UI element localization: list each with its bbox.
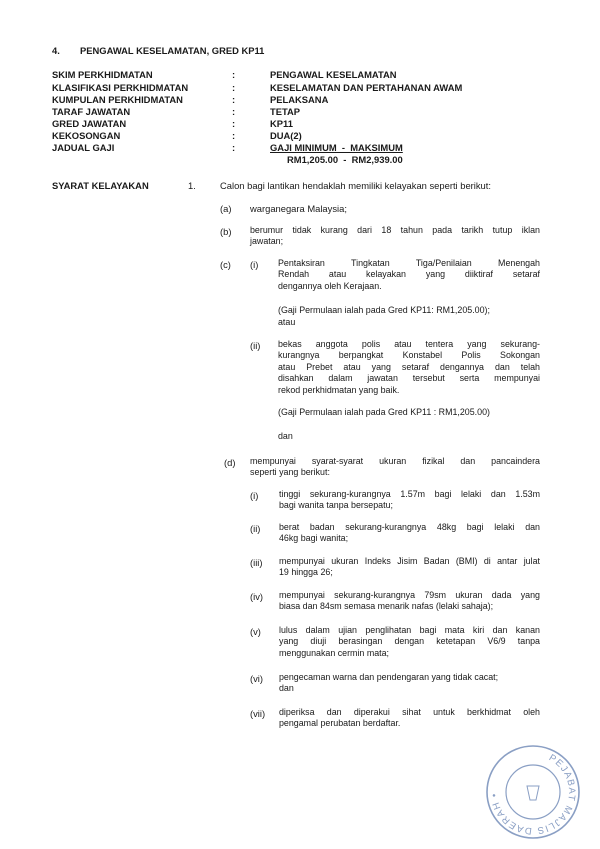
syarat-intro: Calon bagi lantikan hendaklah memiliki kelayakan seperti berikut: [220,180,491,191]
list-item-marker: (ii) [250,523,261,534]
text-line: 19 hingga 26; [279,567,333,578]
text-line: Rendah atau kelayakan yang diiktiraf setaraf [278,269,540,280]
spec-label: KUMPULAN PERKHIDMATAN [52,94,183,105]
item-a-marker: (a) [220,203,232,214]
text-line: biasa dan 84sm semasa menarik nafas (lelaki sahaja); [279,601,494,612]
spec-value: GAJI MINIMUM - MAKSIMUM [270,142,403,153]
dan-connector: dan [278,431,293,441]
spec-label: SKIM PERKHIDMATAN [52,69,153,80]
item-c-i-text [278,258,540,292]
text-line: berumur tidak kurang dari 18 tahun pada tarikh tutup iklan [250,225,540,235]
spec-value: DUA(2) [270,130,302,141]
list-item-marker: (vii) [250,708,266,719]
text-line: tinggi sekurang-kurangnya 1.57m bagi lelaki dan 1.53m [279,489,540,499]
spec-value: PELAKSANA [270,94,329,105]
text-line: dengannya oleh Kerajaan. [278,280,382,291]
text-line: seperti yang berikut: [250,467,330,478]
salary-range: RM1,205.00 - RM2,939.00 [287,154,403,165]
text-line: lulus dalam ujian penglihatan bagi mata kiri dan kanan [279,625,540,635]
item-c-marker: (c) [220,259,231,270]
list-item [279,489,540,512]
spec-colon: : [232,142,236,153]
spec-label: TARAF JAWATAN [52,106,131,117]
item-c-ii-salary-note: (Gaji Permulaan ialah pada Gred KP11 : RM1,205.00) [278,407,490,417]
list-item [279,556,540,579]
section-number: 4. [52,45,60,56]
item-c-i-marker: (i) [250,259,259,270]
list-item-marker: (v) [250,626,261,637]
text-line: pengamal perubatan berdaftar. [279,718,401,729]
item-b-text [250,225,540,248]
list-item [279,625,540,659]
spec-label: JADUAL GAJI [52,142,115,153]
text-line: jawatan; [250,236,284,247]
text-line: pengecaman warna dan pendengaran yang tidak cacat; [279,672,499,682]
list-item-marker: (iv) [250,591,264,602]
item-c-ii-text [278,339,540,396]
spec-label: KLASIFIKASI PERKHIDMATAN [52,82,189,93]
syarat-number: 1. [188,180,196,191]
text-line: kurangnya berpangkat Konstabel Polis Sokongan [278,350,540,361]
spec-colon: : [232,94,236,105]
item-a-text: warganegara Malaysia; [250,203,347,214]
text-line: mempunyai sekurang-kurangnya 79sm ukuran dada yang [279,590,540,600]
spec-value: PENGAWAL KESELAMATAN [270,69,397,80]
text-line: disahkan dalam jawatan tersebut serta mempunyai [278,373,540,384]
spec-colon: : [232,118,236,129]
list-item [279,590,540,613]
spec-value: KP11 [270,118,293,129]
text-line: dan [279,683,294,694]
item-b-marker: (b) [220,226,232,237]
syarat-title: SYARAT KELAYAKAN [52,180,149,191]
stamp-seal-icon [483,742,583,842]
text-line: Pentaksiran Tingkatan Tiga/Penilaian Menengah [278,258,540,268]
spec-colon: : [232,130,236,141]
section-title: PENGAWAL KESELAMATAN, GRED KP11 [80,45,265,56]
item-c-ii-marker: (ii) [250,340,261,351]
text-line: yang diuji berasingan dengan ketetapan V6/9 tanpa [279,636,540,647]
spec-label: GRED JAWATAN [52,118,127,129]
item-d-text [250,456,540,479]
text-line: atau Prebet atau yang setaraf dengannya dan telah [278,361,540,372]
text-line: bekas anggota polis atau tentera yang sekurang- [278,339,540,349]
spec-value: TETAP [270,106,301,117]
item-d-marker: (d) [224,457,236,468]
stamp-outer-ring [487,746,579,838]
list-item-marker: (iii) [250,557,263,568]
list-item [279,672,540,695]
official-stamp-icon [483,742,583,842]
list-item-marker: (vi) [250,673,264,684]
item-c-i-salary-note: (Gaji Permulaan ialah pada Gred KP11: RM1,205.00); [278,305,490,315]
text-line: diperiksa dan diperakui sihat untuk berkhidmat oleh [279,707,540,717]
list-item [279,707,540,730]
spec-colon: : [232,69,236,80]
spec-colon: : [232,106,236,117]
stamp-inner-ring [506,765,560,819]
text-line: mempunyai ukuran Indeks Jisim Badan (BMI) di antar julat [279,556,540,566]
text-line: menggunakan cermin mata; [279,647,390,658]
stamp-text: PEJABAT MAJLIS DAERAH • [488,752,578,837]
text-line: 46kg bagi wanita; [279,533,349,544]
atau-connector: atau [278,317,296,327]
spec-label: KEKOSONGAN [52,130,121,141]
text-line: rekod perkhidmatan yang baik. [278,384,400,395]
text-line: berat badan sekurang-kurangnya 48kg bagi lelaki dan [279,522,540,532]
spec-value: KESELAMATAN DAN PERTAHANAN AWAM [270,82,463,93]
text-line: mempunyai syarat-syarat ukuran fizikal dan pancaindera [250,456,540,466]
list-item-marker: (i) [250,490,259,501]
text-line: bagi wanita tanpa bersepatu; [279,500,393,511]
stamp-emblem-icon [527,786,539,800]
list-item [279,522,540,545]
spec-colon: : [232,82,236,93]
